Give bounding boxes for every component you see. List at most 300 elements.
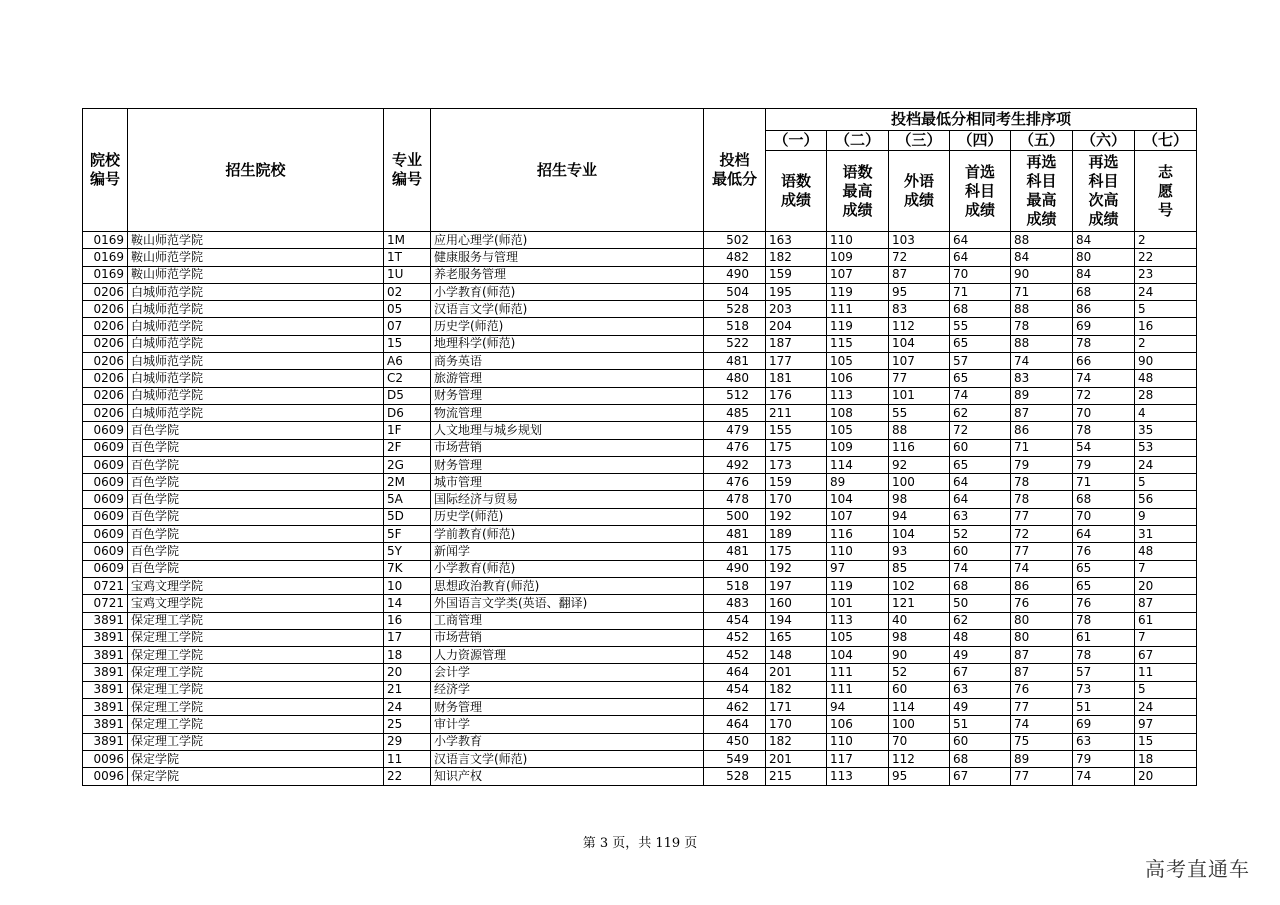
- cell-min-score: 482: [704, 249, 766, 266]
- cell-major-name: 商务英语: [431, 353, 704, 370]
- cell-school-name: 白城师范学院: [128, 387, 384, 404]
- cell-first-subject: 51: [950, 716, 1011, 733]
- cell-elective-second: 78: [1073, 647, 1135, 664]
- cell-school-name: 百色学院: [128, 439, 384, 456]
- cell-min-score: 504: [704, 283, 766, 300]
- cell-major-name: 汉语言文学(师范): [431, 301, 704, 318]
- cell-major-name: 汉语言文学(师范): [431, 750, 704, 767]
- cell-foreign-lang: 104: [889, 335, 950, 352]
- cell-school-name: 鞍山师范学院: [128, 232, 384, 249]
- cell-elective-max: 75: [1011, 733, 1073, 750]
- header-sub-number: （一）: [766, 131, 827, 151]
- cell-school-code: 0206: [83, 335, 128, 352]
- cell-min-score: 522: [704, 335, 766, 352]
- cell-chinese-math-max: 111: [827, 681, 889, 698]
- cell-school-name: 百色学院: [128, 526, 384, 543]
- table-row: [83, 768, 1197, 785]
- header-major-name: 招生专业: [431, 109, 704, 232]
- cell-foreign-lang: 40: [889, 612, 950, 629]
- cell-first-subject: 68: [950, 577, 1011, 594]
- table-row: [83, 543, 1197, 560]
- cell-elective-max: 74: [1011, 560, 1073, 577]
- cell-school-code: 3891: [83, 699, 128, 716]
- cell-first-subject: 64: [950, 491, 1011, 508]
- cell-preference-no: 53: [1135, 439, 1197, 456]
- cell-elective-max: 77: [1011, 508, 1073, 525]
- cell-preference-no: 7: [1135, 560, 1197, 577]
- cell-chinese-math: 160: [766, 595, 827, 612]
- cell-elective-second: 73: [1073, 681, 1135, 698]
- cell-chinese-math-max: 111: [827, 301, 889, 318]
- cell-chinese-math-max: 110: [827, 543, 889, 560]
- cell-major-name: 物流管理: [431, 404, 704, 421]
- cell-min-score: 464: [704, 716, 766, 733]
- cell-preference-no: 48: [1135, 370, 1197, 387]
- cell-school-name: 白城师范学院: [128, 318, 384, 335]
- cell-school-code: 0206: [83, 318, 128, 335]
- cell-first-subject: 60: [950, 439, 1011, 456]
- cell-major-code: 2G: [384, 456, 431, 473]
- cell-elective-max: 78: [1011, 474, 1073, 491]
- cell-school-name: 白城师范学院: [128, 283, 384, 300]
- cell-elective-max: 76: [1011, 595, 1073, 612]
- cell-first-subject: 48: [950, 629, 1011, 646]
- cell-elective-max: 77: [1011, 699, 1073, 716]
- cell-first-subject: 74: [950, 560, 1011, 577]
- cell-chinese-math: 155: [766, 422, 827, 439]
- cell-chinese-math: 175: [766, 439, 827, 456]
- cell-chinese-math-max: 116: [827, 526, 889, 543]
- cell-foreign-lang: 103: [889, 232, 950, 249]
- cell-chinese-math-max: 119: [827, 318, 889, 335]
- cell-first-subject: 71: [950, 283, 1011, 300]
- cell-foreign-lang: 116: [889, 439, 950, 456]
- cell-chinese-math: 204: [766, 318, 827, 335]
- cell-school-name: 鞍山师范学院: [128, 249, 384, 266]
- cell-major-code: 5F: [384, 526, 431, 543]
- cell-elective-second: 79: [1073, 750, 1135, 767]
- cell-major-name: 经济学: [431, 681, 704, 698]
- cell-major-name: 财务管理: [431, 456, 704, 473]
- cell-first-subject: 70: [950, 266, 1011, 283]
- cell-chinese-math-max: 106: [827, 370, 889, 387]
- cell-school-code: 0609: [83, 474, 128, 491]
- table-row: [83, 647, 1197, 664]
- cell-school-code: 0169: [83, 266, 128, 283]
- cell-elective-max: 77: [1011, 768, 1073, 785]
- header-sub-number: （三）: [889, 131, 950, 151]
- cell-school-code: 0206: [83, 283, 128, 300]
- cell-foreign-lang: 121: [889, 595, 950, 612]
- cell-preference-no: 48: [1135, 543, 1197, 560]
- cell-chinese-math: 177: [766, 353, 827, 370]
- cell-elective-second: 57: [1073, 664, 1135, 681]
- cell-first-subject: 60: [950, 733, 1011, 750]
- cell-min-score: 500: [704, 508, 766, 525]
- cell-chinese-math-max: 105: [827, 353, 889, 370]
- table-row: [83, 733, 1197, 750]
- cell-chinese-math: 203: [766, 301, 827, 318]
- cell-major-code: 1U: [384, 266, 431, 283]
- cell-first-subject: 55: [950, 318, 1011, 335]
- table-row: [83, 681, 1197, 698]
- cell-elective-max: 88: [1011, 232, 1073, 249]
- cell-school-code: 3891: [83, 647, 128, 664]
- header-min-score: 投档 最低分: [704, 109, 766, 232]
- cell-school-code: 0609: [83, 439, 128, 456]
- cell-school-code: 0609: [83, 491, 128, 508]
- cell-elective-second: 54: [1073, 439, 1135, 456]
- cell-major-name: 财务管理: [431, 699, 704, 716]
- cell-chinese-math-max: 104: [827, 647, 889, 664]
- cell-school-code: 0609: [83, 422, 128, 439]
- cell-chinese-math: 197: [766, 577, 827, 594]
- cell-major-code: 15: [384, 335, 431, 352]
- cell-school-code: 0721: [83, 595, 128, 612]
- cell-major-code: 25: [384, 716, 431, 733]
- header-sub-label: 首选 科目 成绩: [950, 151, 1011, 232]
- cell-foreign-lang: 101: [889, 387, 950, 404]
- cell-elective-second: 71: [1073, 474, 1135, 491]
- header-sub-label: 语数 成绩: [766, 151, 827, 232]
- cell-preference-no: 5: [1135, 301, 1197, 318]
- cell-first-subject: 57: [950, 353, 1011, 370]
- cell-elective-max: 86: [1011, 422, 1073, 439]
- cell-preference-no: 23: [1135, 266, 1197, 283]
- cell-major-code: 17: [384, 629, 431, 646]
- cell-elective-max: 78: [1011, 318, 1073, 335]
- cell-chinese-math-max: 113: [827, 768, 889, 785]
- header-tiebreak-group: 投档最低分相同考生排序项: [766, 109, 1197, 131]
- cell-major-code: 10: [384, 577, 431, 594]
- cell-chinese-math: 159: [766, 474, 827, 491]
- cell-preference-no: 11: [1135, 664, 1197, 681]
- cell-elective-max: 78: [1011, 491, 1073, 508]
- cell-school-name: 保定理工学院: [128, 647, 384, 664]
- cell-preference-no: 9: [1135, 508, 1197, 525]
- header-sub-number: （四）: [950, 131, 1011, 151]
- table-row: [83, 629, 1197, 646]
- cell-foreign-lang: 72: [889, 249, 950, 266]
- cell-elective-max: 74: [1011, 353, 1073, 370]
- cell-chinese-math: 182: [766, 249, 827, 266]
- cell-chinese-math-max: 114: [827, 456, 889, 473]
- cell-major-name: 财务管理: [431, 387, 704, 404]
- cell-preference-no: 28: [1135, 387, 1197, 404]
- cell-chinese-math-max: 110: [827, 733, 889, 750]
- cell-first-subject: 65: [950, 370, 1011, 387]
- cell-min-score: 480: [704, 370, 766, 387]
- cell-school-code: 0096: [83, 768, 128, 785]
- cell-preference-no: 97: [1135, 716, 1197, 733]
- cell-first-subject: 67: [950, 768, 1011, 785]
- cell-foreign-lang: 102: [889, 577, 950, 594]
- cell-elective-second: 65: [1073, 577, 1135, 594]
- cell-school-name: 保定理工学院: [128, 629, 384, 646]
- cell-chinese-math-max: 107: [827, 508, 889, 525]
- cell-elective-second: 61: [1073, 629, 1135, 646]
- cell-preference-no: 22: [1135, 249, 1197, 266]
- cell-min-score: 462: [704, 699, 766, 716]
- cell-preference-no: 90: [1135, 353, 1197, 370]
- cell-foreign-lang: 112: [889, 750, 950, 767]
- cell-school-name: 白城师范学院: [128, 353, 384, 370]
- cell-elective-max: 79: [1011, 456, 1073, 473]
- header-sub-label: 语数 最高 成绩: [827, 151, 889, 232]
- table-row: [83, 716, 1197, 733]
- cell-major-code: 1M: [384, 232, 431, 249]
- cell-major-code: 5D: [384, 508, 431, 525]
- cell-elective-second: 64: [1073, 526, 1135, 543]
- cell-major-code: 5A: [384, 491, 431, 508]
- watermark-logo: 高考直通车: [1145, 857, 1250, 881]
- cell-major-name: 外国语言文学类(英语、翻译): [431, 595, 704, 612]
- cell-chinese-math: 173: [766, 456, 827, 473]
- cell-school-name: 保定学院: [128, 768, 384, 785]
- cell-major-name: 市场营销: [431, 629, 704, 646]
- cell-chinese-math-max: 119: [827, 283, 889, 300]
- cell-foreign-lang: 90: [889, 647, 950, 664]
- cell-elective-max: 87: [1011, 647, 1073, 664]
- table-row: [83, 526, 1197, 543]
- cell-chinese-math: 201: [766, 750, 827, 767]
- cell-school-name: 百色学院: [128, 543, 384, 560]
- cell-chinese-math: 189: [766, 526, 827, 543]
- cell-major-name: 会计学: [431, 664, 704, 681]
- cell-foreign-lang: 95: [889, 768, 950, 785]
- cell-chinese-math: 187: [766, 335, 827, 352]
- cell-major-code: 14: [384, 595, 431, 612]
- cell-first-subject: 65: [950, 456, 1011, 473]
- cell-major-name: 小学教育(师范): [431, 283, 704, 300]
- cell-school-name: 白城师范学院: [128, 301, 384, 318]
- cell-chinese-math: 195: [766, 283, 827, 300]
- table-body: [83, 232, 1197, 786]
- cell-elective-second: 70: [1073, 508, 1135, 525]
- cell-preference-no: 31: [1135, 526, 1197, 543]
- cell-school-name: 百色学院: [128, 474, 384, 491]
- cell-preference-no: 18: [1135, 750, 1197, 767]
- cell-elective-max: 87: [1011, 404, 1073, 421]
- cell-elective-max: 71: [1011, 439, 1073, 456]
- cell-first-subject: 49: [950, 647, 1011, 664]
- cell-major-code: 1F: [384, 422, 431, 439]
- header-sub-number: （五）: [1011, 131, 1073, 151]
- cell-preference-no: 61: [1135, 612, 1197, 629]
- cell-min-score: 485: [704, 404, 766, 421]
- header-sub-label: 再选 科目 最高 成绩: [1011, 151, 1073, 232]
- cell-first-subject: 64: [950, 474, 1011, 491]
- cell-chinese-math: 170: [766, 716, 827, 733]
- cell-chinese-math: 171: [766, 699, 827, 716]
- cell-first-subject: 52: [950, 526, 1011, 543]
- cell-foreign-lang: 93: [889, 543, 950, 560]
- cell-chinese-math: 176: [766, 387, 827, 404]
- cell-chinese-math: 182: [766, 681, 827, 698]
- cell-major-code: 5Y: [384, 543, 431, 560]
- table-row: [83, 301, 1197, 318]
- table-row: [83, 750, 1197, 767]
- cell-elective-second: 84: [1073, 232, 1135, 249]
- cell-first-subject: 64: [950, 232, 1011, 249]
- header-sub-number: （二）: [827, 131, 889, 151]
- cell-first-subject: 68: [950, 750, 1011, 767]
- cell-major-name: 养老服务管理: [431, 266, 704, 283]
- cell-preference-no: 24: [1135, 456, 1197, 473]
- cell-school-name: 白城师范学院: [128, 404, 384, 421]
- cell-min-score: 476: [704, 474, 766, 491]
- cell-elective-max: 80: [1011, 612, 1073, 629]
- cell-chinese-math: 215: [766, 768, 827, 785]
- cell-major-name: 思想政治教育(师范): [431, 577, 704, 594]
- cell-chinese-math-max: 113: [827, 612, 889, 629]
- cell-foreign-lang: 95: [889, 283, 950, 300]
- cell-elective-max: 72: [1011, 526, 1073, 543]
- cell-elective-second: 66: [1073, 353, 1135, 370]
- table-row: [83, 422, 1197, 439]
- cell-elective-max: 77: [1011, 543, 1073, 560]
- cell-foreign-lang: 100: [889, 474, 950, 491]
- cell-first-subject: 62: [950, 612, 1011, 629]
- cell-school-name: 百色学院: [128, 491, 384, 508]
- cell-elective-max: 80: [1011, 629, 1073, 646]
- cell-foreign-lang: 55: [889, 404, 950, 421]
- cell-preference-no: 2: [1135, 232, 1197, 249]
- cell-min-score: 450: [704, 733, 766, 750]
- cell-first-subject: 67: [950, 664, 1011, 681]
- cell-elective-max: 87: [1011, 664, 1073, 681]
- cell-school-name: 宝鸡文理学院: [128, 595, 384, 612]
- header-sub-label: 再选 科目 次高 成绩: [1073, 151, 1135, 232]
- cell-foreign-lang: 52: [889, 664, 950, 681]
- cell-elective-second: 86: [1073, 301, 1135, 318]
- cell-school-name: 保定理工学院: [128, 612, 384, 629]
- cell-elective-max: 83: [1011, 370, 1073, 387]
- cell-preference-no: 56: [1135, 491, 1197, 508]
- cell-preference-no: 35: [1135, 422, 1197, 439]
- cell-preference-no: 15: [1135, 733, 1197, 750]
- table-row: [83, 456, 1197, 473]
- cell-foreign-lang: 92: [889, 456, 950, 473]
- cell-chinese-math-max: 105: [827, 422, 889, 439]
- cell-elective-second: 69: [1073, 318, 1135, 335]
- cell-major-code: 05: [384, 301, 431, 318]
- cell-major-name: 城市管理: [431, 474, 704, 491]
- cell-school-code: 0169: [83, 249, 128, 266]
- cell-elective-second: 74: [1073, 768, 1135, 785]
- table-row: [83, 612, 1197, 629]
- cell-chinese-math-max: 94: [827, 699, 889, 716]
- header-sub-label: 外语 成绩: [889, 151, 950, 232]
- cell-school-code: 0206: [83, 301, 128, 318]
- cell-school-code: 0206: [83, 404, 128, 421]
- cell-foreign-lang: 83: [889, 301, 950, 318]
- cell-school-code: 0609: [83, 560, 128, 577]
- cell-min-score: 502: [704, 232, 766, 249]
- cell-major-name: 国际经济与贸易: [431, 491, 704, 508]
- cell-school-code: 3891: [83, 716, 128, 733]
- cell-foreign-lang: 107: [889, 353, 950, 370]
- cell-min-score: 528: [704, 768, 766, 785]
- cell-first-subject: 49: [950, 699, 1011, 716]
- cell-chinese-math: 181: [766, 370, 827, 387]
- cell-elective-max: 76: [1011, 681, 1073, 698]
- cell-min-score: 481: [704, 353, 766, 370]
- cell-chinese-math-max: 109: [827, 249, 889, 266]
- cell-school-name: 保定理工学院: [128, 733, 384, 750]
- cell-school-name: 白城师范学院: [128, 370, 384, 387]
- cell-school-code: 0206: [83, 353, 128, 370]
- cell-school-code: 3891: [83, 664, 128, 681]
- cell-chinese-math: 159: [766, 266, 827, 283]
- cell-chinese-math-max: 119: [827, 577, 889, 594]
- table-row: [83, 508, 1197, 525]
- cell-min-score: 454: [704, 612, 766, 629]
- cell-school-name: 宝鸡文理学院: [128, 577, 384, 594]
- cell-first-subject: 72: [950, 422, 1011, 439]
- cell-major-name: 健康服务与管理: [431, 249, 704, 266]
- cell-major-name: 地理科学(师范): [431, 335, 704, 352]
- table-row: [83, 404, 1197, 421]
- cell-elective-second: 78: [1073, 422, 1135, 439]
- header-sub-label: 志 愿 号: [1135, 151, 1197, 232]
- table-row: [83, 283, 1197, 300]
- cell-school-name: 白城师范学院: [128, 335, 384, 352]
- cell-school-name: 保定理工学院: [128, 681, 384, 698]
- cell-elective-second: 84: [1073, 266, 1135, 283]
- cell-elective-max: 88: [1011, 335, 1073, 352]
- cell-major-code: D6: [384, 404, 431, 421]
- header-school-name: 招生院校: [128, 109, 384, 232]
- cell-foreign-lang: 100: [889, 716, 950, 733]
- cell-foreign-lang: 114: [889, 699, 950, 716]
- cell-min-score: 481: [704, 543, 766, 560]
- cell-chinese-math-max: 111: [827, 664, 889, 681]
- cell-school-code: 0721: [83, 577, 128, 594]
- table-row: [83, 387, 1197, 404]
- cell-chinese-math: 182: [766, 733, 827, 750]
- cell-school-name: 鞍山师范学院: [128, 266, 384, 283]
- cell-school-name: 保定理工学院: [128, 716, 384, 733]
- cell-chinese-math-max: 110: [827, 232, 889, 249]
- table-row: [83, 560, 1197, 577]
- table-row: [83, 699, 1197, 716]
- cell-min-score: 452: [704, 647, 766, 664]
- cell-foreign-lang: 70: [889, 733, 950, 750]
- cell-chinese-math: 170: [766, 491, 827, 508]
- cell-min-score: 452: [704, 629, 766, 646]
- cell-major-code: 2M: [384, 474, 431, 491]
- cell-school-code: 0096: [83, 750, 128, 767]
- cell-major-code: 20: [384, 664, 431, 681]
- table-row: [83, 249, 1197, 266]
- cell-min-score: 549: [704, 750, 766, 767]
- cell-first-subject: 63: [950, 508, 1011, 525]
- cell-min-score: 512: [704, 387, 766, 404]
- header-sub-number: （六）: [1073, 131, 1135, 151]
- cell-elective-second: 72: [1073, 387, 1135, 404]
- cell-chinese-math-max: 117: [827, 750, 889, 767]
- cell-chinese-math: 211: [766, 404, 827, 421]
- cell-major-code: 11: [384, 750, 431, 767]
- cell-chinese-math: 192: [766, 508, 827, 525]
- cell-major-name: 工商管理: [431, 612, 704, 629]
- cell-major-code: 24: [384, 699, 431, 716]
- cell-foreign-lang: 98: [889, 491, 950, 508]
- cell-chinese-math: 175: [766, 543, 827, 560]
- cell-elective-second: 78: [1073, 335, 1135, 352]
- cell-major-code: 16: [384, 612, 431, 629]
